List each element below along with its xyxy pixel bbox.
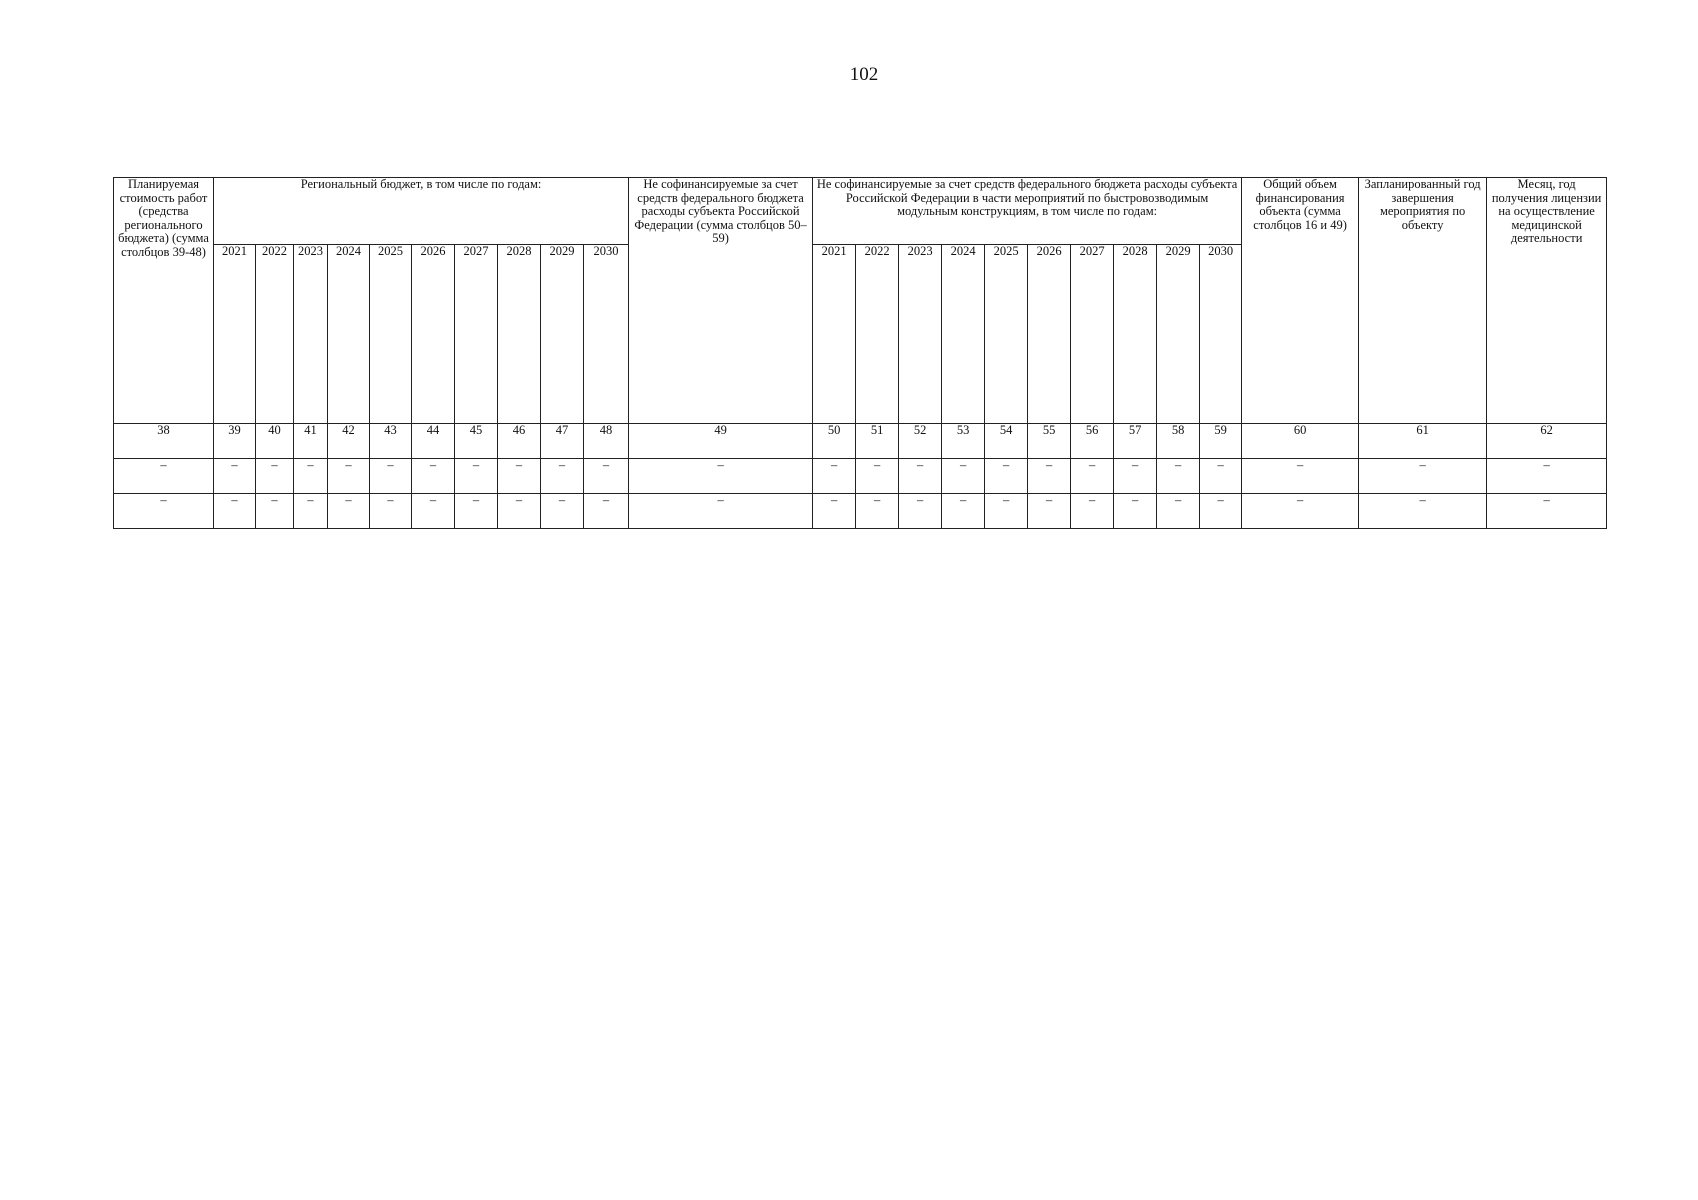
table-cell: – bbox=[1242, 459, 1359, 494]
column-number-cell: 48 bbox=[584, 424, 629, 459]
regional-year-header: 2021 bbox=[214, 245, 256, 424]
table-cell: – bbox=[1359, 494, 1487, 529]
header-modular-constructions: Не софинансируемые за счет средств федерального бюджета расходы субъекта Российской Федерации в части мероприятий по быстровозводимым модульным конструкциям, в том числе по годам: bbox=[813, 178, 1242, 245]
table-cell: – bbox=[1028, 459, 1071, 494]
regional-year-header: 2029 bbox=[541, 245, 584, 424]
modular-year-header: 2026 bbox=[1028, 245, 1071, 424]
column-number-cell: 53 bbox=[942, 424, 985, 459]
column-number-cell: 41 bbox=[294, 424, 328, 459]
column-number-cell: 51 bbox=[856, 424, 899, 459]
regional-year-header: 2025 bbox=[370, 245, 412, 424]
table-cell: – bbox=[1114, 494, 1157, 529]
table-cell: – bbox=[256, 494, 294, 529]
table-cell: – bbox=[942, 459, 985, 494]
column-number-cell: 44 bbox=[412, 424, 455, 459]
column-number-cell: 43 bbox=[370, 424, 412, 459]
table-cell: – bbox=[1200, 459, 1242, 494]
table-cell: – bbox=[455, 494, 498, 529]
page-number: 102 bbox=[849, 64, 879, 85]
table-cell: – bbox=[899, 459, 942, 494]
table-row bbox=[114, 459, 1607, 494]
regional-year-header: 2030 bbox=[584, 245, 629, 424]
table-cell: – bbox=[1359, 459, 1487, 494]
column-number-cell: 47 bbox=[541, 424, 584, 459]
table-cell: – bbox=[1071, 459, 1114, 494]
table-cell: – bbox=[412, 494, 455, 529]
column-number-cell: 57 bbox=[1114, 424, 1157, 459]
modular-year-header: 2030 bbox=[1200, 245, 1242, 424]
header-completion-year: Запланированный год завершения мероприятия по объекту bbox=[1359, 178, 1487, 424]
regional-year-header: 2022 bbox=[256, 245, 294, 424]
regional-year-header: 2026 bbox=[412, 245, 455, 424]
table-cell: – bbox=[412, 459, 455, 494]
modular-year-header: 2022 bbox=[856, 245, 899, 424]
header-license-date: Месяц, год получения лицензии на осуществление медицинской деятельности bbox=[1487, 178, 1607, 424]
column-number-cell: 50 bbox=[813, 424, 856, 459]
column-number-cell: 61 bbox=[1359, 424, 1487, 459]
table-cell: – bbox=[1157, 494, 1200, 529]
table-cell: – bbox=[114, 494, 214, 529]
table-cell: – bbox=[541, 459, 584, 494]
header-total-financing: Общий объем финансирования объекта (сумма столбцов 16 и 49) bbox=[1242, 178, 1359, 424]
table-cell: – bbox=[985, 494, 1028, 529]
regional-year-header: 2028 bbox=[498, 245, 541, 424]
table-cell: – bbox=[214, 494, 256, 529]
table-cell: – bbox=[256, 459, 294, 494]
table-cell: – bbox=[1487, 459, 1607, 494]
column-number-cell: 54 bbox=[985, 424, 1028, 459]
table-cell: – bbox=[629, 494, 813, 529]
table-cell: – bbox=[584, 494, 629, 529]
table-cell: – bbox=[899, 494, 942, 529]
regional-year-header: 2027 bbox=[455, 245, 498, 424]
regional-year-header: 2023 bbox=[294, 245, 328, 424]
table-cell: – bbox=[856, 494, 899, 529]
table-cell: – bbox=[455, 459, 498, 494]
table-cell: – bbox=[1157, 459, 1200, 494]
financing-table bbox=[113, 177, 1607, 529]
column-number-cell: 58 bbox=[1157, 424, 1200, 459]
modular-year-header: 2021 bbox=[813, 245, 856, 424]
table-cell: – bbox=[294, 459, 328, 494]
table-cell: – bbox=[584, 459, 629, 494]
modular-year-header: 2023 bbox=[899, 245, 942, 424]
table-cell: – bbox=[328, 494, 370, 529]
modular-year-header: 2025 bbox=[985, 245, 1028, 424]
column-number-cell: 40 bbox=[256, 424, 294, 459]
table-cell: – bbox=[498, 494, 541, 529]
table-cell: – bbox=[328, 459, 370, 494]
table-cell: – bbox=[114, 459, 214, 494]
modular-year-header: 2027 bbox=[1071, 245, 1114, 424]
header-planned-cost: Планируемая стоимость работ (средства регионального бюджета) (сумма столбцов 39-48) bbox=[114, 178, 214, 424]
table-cell: – bbox=[1487, 494, 1607, 529]
table-cell: – bbox=[294, 494, 328, 529]
table-row bbox=[114, 494, 1607, 529]
table-cell: – bbox=[1200, 494, 1242, 529]
table-cell: – bbox=[1114, 459, 1157, 494]
table-cell: – bbox=[370, 494, 412, 529]
table-cell: – bbox=[942, 494, 985, 529]
table-cell: – bbox=[370, 459, 412, 494]
column-number-cell: 52 bbox=[899, 424, 942, 459]
column-number-cell: 38 bbox=[114, 424, 214, 459]
column-number-cell: 56 bbox=[1071, 424, 1114, 459]
table-cell: – bbox=[813, 494, 856, 529]
column-number-cell: 60 bbox=[1242, 424, 1359, 459]
table-cell: – bbox=[214, 459, 256, 494]
header-not-cofinanced: Не софинансируемые за счет средств федерального бюджета расходы субъекта Российской Федерации (сумма столбцов 50–59) bbox=[629, 178, 813, 424]
column-number-cell: 49 bbox=[629, 424, 813, 459]
column-number-cell: 46 bbox=[498, 424, 541, 459]
table-cell: – bbox=[813, 459, 856, 494]
table-cell: – bbox=[629, 459, 813, 494]
table-cell: – bbox=[1071, 494, 1114, 529]
modular-year-header: 2028 bbox=[1114, 245, 1157, 424]
modular-year-header: 2024 bbox=[942, 245, 985, 424]
column-number-cell: 62 bbox=[1487, 424, 1607, 459]
table-cell: – bbox=[1028, 494, 1071, 529]
table-cell: – bbox=[985, 459, 1028, 494]
modular-year-header: 2029 bbox=[1157, 245, 1200, 424]
column-number-cell: 55 bbox=[1028, 424, 1071, 459]
column-number-cell: 39 bbox=[214, 424, 256, 459]
regional-year-header: 2024 bbox=[328, 245, 370, 424]
table-cell: – bbox=[541, 494, 584, 529]
column-number-cell: 42 bbox=[328, 424, 370, 459]
table-cell: – bbox=[498, 459, 541, 494]
column-number-cell: 59 bbox=[1200, 424, 1242, 459]
header-regional-budget: Региональный бюджет, в том числе по годам: bbox=[214, 178, 629, 245]
table-cell: – bbox=[856, 459, 899, 494]
column-number-cell: 45 bbox=[455, 424, 498, 459]
table-cell: – bbox=[1242, 494, 1359, 529]
